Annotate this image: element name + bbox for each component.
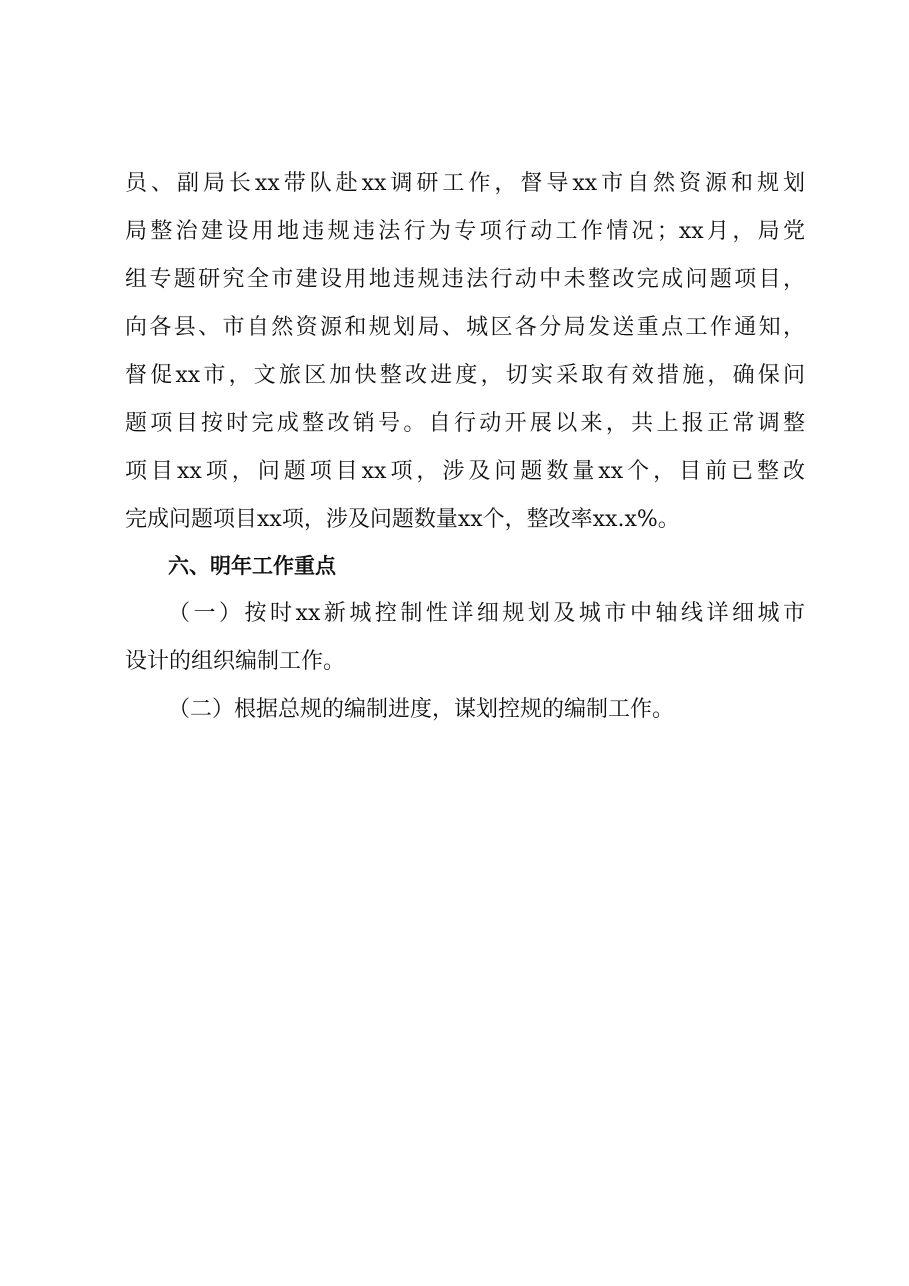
section-heading: 六、明年工作重点	[168, 554, 336, 578]
paragraph-line: 督促xx市，文旅区加快整改进度，切实采取有效措施，确保问	[125, 363, 805, 388]
paragraph-line: 完成问题项目xx项，涉及问题数量xx个，整改率xx.x%。	[125, 507, 680, 532]
paragraph-line: 员、副局长xx带队赴xx调研工作，督导xx市自然资源和规划	[125, 171, 805, 196]
list-item-line: （二）根据总规的编制进度，谋划控规的编制工作。	[168, 697, 675, 722]
list-item-line: 设计的组织编制工作。	[125, 649, 346, 674]
list-item-line: （一）按时xx新城控制性详细规划及城市中轴线详细城市	[168, 601, 805, 626]
paragraph-line: 向各县、市自然资源和规划局、城区各分局发送重点工作通知，	[125, 315, 805, 340]
paragraph-line: 题项目按时完成整改销号。自行动开展以来，共上报正常调整	[125, 411, 805, 436]
paragraph-line: 组专题研究全市建设用地违规违法行动中未整改完成问题项目，	[125, 267, 805, 292]
paragraph-line: 局整治建设用地违规违法行为专项行动工作情况；xx月，局党	[125, 219, 805, 244]
paragraph-line: 项目xx项，问题项目xx项，涉及问题数量xx个，目前已整改	[125, 459, 805, 484]
